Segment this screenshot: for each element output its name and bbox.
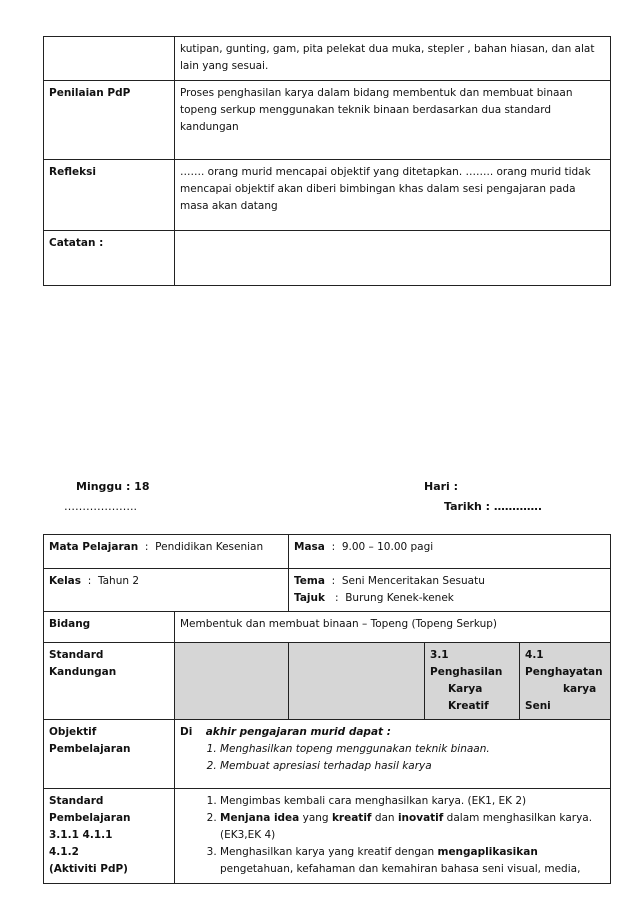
objektif-item-1: 1. Menghasilkan topeng menggunakan teknik binaan.	[220, 741, 605, 758]
mata-pelajaran-sep: :	[144, 541, 149, 553]
masa-value: 9.00 – 10.00 pagi	[341, 541, 434, 553]
table-row-bidang	[44, 612, 611, 643]
aktiviti-list	[180, 793, 605, 878]
standard-kandungan-blank-1	[175, 643, 289, 720]
standard-kandungan-4-1	[520, 643, 611, 720]
sk1-line-1: 3.1 Penghasilan	[430, 649, 503, 678]
mata-pelajaran-cell	[44, 535, 289, 569]
standard-pembelajaran-value-cell	[175, 789, 611, 884]
aktiviti-item-2	[220, 810, 605, 844]
aktiviti-item-2-c: kreatif	[331, 812, 372, 824]
standard-kandungan-3-1	[425, 643, 520, 720]
sp-label-line-1: Standard	[49, 795, 104, 807]
objektif-value-cell	[175, 720, 611, 789]
aktiviti-item-3	[220, 844, 605, 878]
penilaian-line-2: topeng serkup menggunakan teknik binaan berdasarkan dua standard	[180, 104, 552, 116]
tema-value: Seni Menceritakan Sesuatu	[341, 575, 485, 587]
standard-kandungan-label: Standard Kandungan	[44, 643, 175, 720]
masa-sep: :	[331, 541, 336, 553]
sk2-line-2: Penghayatan	[525, 666, 603, 678]
penilaian-line-1: Proses penghasilan karya dalam bidang membentuk dan membuat binaan	[180, 87, 573, 99]
objektif-intro-a: Di	[180, 726, 193, 738]
bidang-value: Membentuk dan membuat binaan – Topeng (Topeng Serkup)	[175, 612, 611, 643]
table-row-catatan	[44, 231, 611, 286]
objektif-label-cell	[44, 720, 175, 789]
aktiviti-item-3-line-2: pengetahuan, kefahaman dan kemahiran bahasa seni visual, media,	[220, 863, 581, 875]
objektif-item-2: 2. Membuat apresiasi terhadap hasil karya	[220, 758, 605, 775]
penilaian-line-3: kandungan	[180, 121, 239, 133]
refleksi-value-cell	[175, 160, 611, 231]
sk2-line-3: karya	[563, 683, 597, 695]
masa-label: Masa	[294, 541, 325, 553]
lesson-plan-table-2	[43, 534, 611, 884]
aktiviti-item-2-line-2: (EK3,EK 4)	[220, 829, 276, 841]
sp-label-line-3: 3.1.1 4.1.1	[49, 829, 113, 841]
tajuk-label: Tajuk	[294, 592, 325, 604]
catatan-label: Catatan :	[44, 231, 175, 286]
bahan-label-cell	[44, 37, 175, 81]
objektif-label-line-1: Objektif	[49, 726, 97, 738]
sp-label-line-5: (Aktiviti PdP)	[49, 863, 128, 875]
sp-label-line-2: Pembelajaran	[49, 812, 131, 824]
aktiviti-item-1: 1. Mengimbas kembali cara menghasilkan karya. (EK1, EK 2)	[220, 793, 605, 810]
objektif-label-line-2: Pembelajaran	[49, 743, 131, 755]
aktiviti-item-3-b: mengaplikasikan	[437, 846, 538, 858]
aktiviti-item-3-a: Menghasilkan karya yang kreatif dengan	[220, 846, 438, 858]
aktiviti-item-2-f: dalam menghasilkan karya.	[443, 812, 593, 824]
bidang-label: Bidang	[44, 612, 175, 643]
kelas-cell	[44, 569, 289, 612]
tema-tajuk-cell	[289, 569, 611, 612]
table-row-standard-pembelajaran	[44, 789, 611, 884]
aktiviti-item-2-b: yang	[299, 812, 332, 824]
kelas-sep: :	[87, 575, 92, 587]
standard-kandungan-blank-2	[289, 643, 425, 720]
minggu-dots: ………………..	[64, 500, 137, 513]
bahan-line-2: lain yang sesuai.	[180, 60, 269, 72]
penilaian-label: Penilaian PdP	[44, 81, 175, 160]
tajuk-sep: :	[334, 592, 339, 604]
tema-label: Tema	[294, 575, 325, 587]
table-row-objektif	[44, 720, 611, 789]
mata-pelajaran-label: Mata Pelajaran	[49, 541, 139, 553]
tema-sep: :	[331, 575, 336, 587]
sk1-line-2: Karya Kreatif	[448, 683, 489, 712]
table-row-standard-kandungan	[44, 643, 611, 720]
refleksi-line-3: masa akan datang	[180, 200, 278, 212]
sk2-line-1: 4.1	[525, 649, 544, 661]
tajuk-value: Burung Kenek-kenek	[345, 592, 454, 604]
aktiviti-item-2-e: inovatif	[397, 812, 444, 824]
mata-pelajaran-value: Pendidikan Kesenian	[155, 541, 264, 553]
sp-label-line-4: 4.1.2	[49, 846, 79, 858]
objektif-intro-b: akhir pengajaran murid dapat :	[205, 726, 391, 738]
standard-pembelajaran-label-cell	[44, 789, 175, 884]
table-row-penilaian	[44, 81, 611, 160]
catatan-value-cell	[175, 231, 611, 286]
tarikh-label: Tarikh : ………….	[444, 500, 543, 513]
table-row-refleksi	[44, 160, 611, 231]
aktiviti-item-2-d: dan	[371, 812, 398, 824]
penilaian-value-cell	[175, 81, 611, 160]
minggu-label: Minggu : 18	[76, 480, 150, 493]
refleksi-label: Refleksi	[44, 160, 175, 231]
table-row-kelas	[44, 569, 611, 612]
hari-label: Hari :	[424, 480, 459, 493]
sk2-line-4: Seni	[525, 700, 551, 712]
refleksi-line-1: ……. orang murid mencapai objektif yang ditetapkan. …….. orang murid tidak	[180, 166, 591, 178]
table-row-bahan	[44, 37, 611, 81]
aktiviti-item-2-a: Menjana idea	[220, 812, 300, 824]
lesson-plan-table-1	[43, 36, 611, 286]
refleksi-line-2: mencapai objektif akan diberi bimbingan khas dalam sesi pengajaran pada	[180, 183, 576, 195]
bahan-line-1: kutipan, gunting, gam, pita pelekat dua muka, stepler , bahan hiasan, dan alat	[180, 43, 595, 55]
kelas-value: Tahun 2	[97, 575, 140, 587]
kelas-label: Kelas	[49, 575, 82, 587]
table-row-mata-pelajaran	[44, 535, 611, 569]
objektif-list	[180, 741, 605, 775]
masa-cell	[289, 535, 611, 569]
bahan-value-cell	[175, 37, 611, 81]
